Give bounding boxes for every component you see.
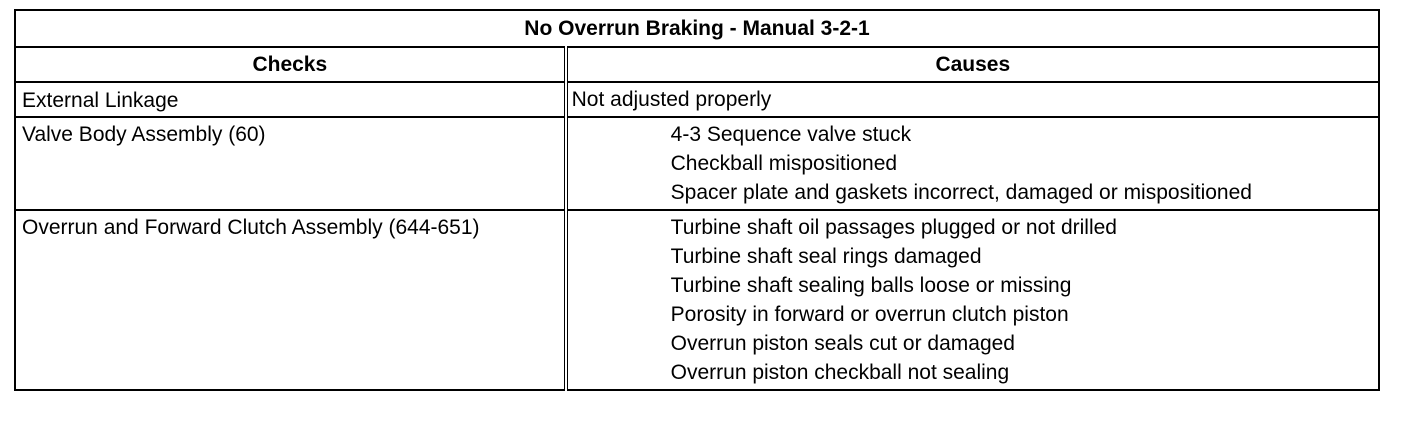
cause-item: Not adjusted properly <box>571 88 772 111</box>
cause-item: Overrun piston checkball not sealing <box>670 361 1010 384</box>
cause-cell <box>566 210 1379 390</box>
check-cell: External Linkage <box>15 82 566 117</box>
cause-cell <box>566 117 1379 210</box>
check-cell: Overrun and Forward Clutch Assembly (644-651) <box>15 210 566 390</box>
cause-item: Checkball mispositioned <box>670 152 898 175</box>
cause-item: Porosity in forward or overrun clutch piston <box>670 303 1069 326</box>
checks-header: Checks <box>15 47 566 82</box>
causes-header: Causes <box>566 47 1379 82</box>
cause-item: Turbine shaft oil passages plugged or not drilled <box>670 216 1117 239</box>
header-row <box>15 47 1379 82</box>
table-title: No Overrun Braking - Manual 3-2-1 <box>15 10 1379 47</box>
table-row <box>15 82 1379 117</box>
table-row <box>15 210 1379 390</box>
table-row <box>15 117 1379 210</box>
check-cell: Valve Body Assembly (60) <box>15 117 566 210</box>
cause-item: Overrun piston seals cut or damaged <box>670 332 1015 355</box>
title-row <box>15 10 1379 47</box>
cause-item: 4-3 Sequence valve stuck <box>670 123 912 146</box>
cause-item: Spacer plate and gaskets incorrect, damaged or mispositioned <box>670 181 1252 204</box>
cause-item: Turbine shaft sealing balls loose or missing <box>670 274 1072 297</box>
cause-cell <box>566 82 1379 117</box>
diagnosis-table <box>14 9 1380 391</box>
cause-item: Turbine shaft seal rings damaged <box>670 245 982 268</box>
